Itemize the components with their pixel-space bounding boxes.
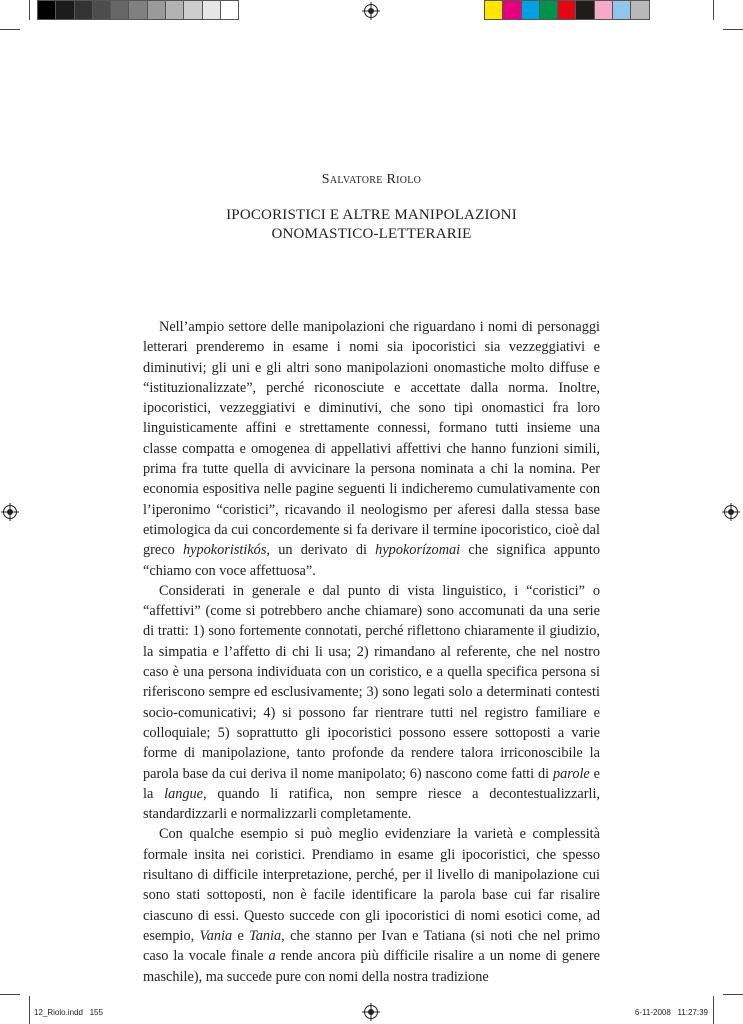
color-swatch-8: [612, 0, 631, 20]
gray-swatch-4: [92, 0, 111, 20]
title-line-2: ONOMASTICO-LETTERARIE: [271, 226, 472, 242]
color-swatch-9: [630, 0, 649, 20]
text-run: , che stanno per Ivan e Tatiana (si noti che nel primo caso la vocale finale: [143, 927, 600, 965]
title-line-1: IPOCORISTICI E ALTRE MANIPOLAZIONI: [226, 207, 517, 223]
color-swatch-5: [557, 0, 576, 20]
text-run: Considerati in generale e dal punto di vista linguistico, i “coristici” o “affettivi” (come si potrebbero anche chiamare) sono accomunati da una serie di tratti: 1) sono fortemente connotati, perché riflettono chiaramente il giudizio, la simpatia e l’affetto di chi li usa; 2) rimandano al referente, che nel nostro caso è una persona individuata con un coristico, e a quella specifica persona si riferiscono sempre ed esclusivamente; 3) sono legati solo a determinati contesti socio-comunicativi; 4) si possono far rientrare tutti nel registro familiare e colloquiale; 5) soprattutto gli ipocoristici possono essere sottoposti a varie forme di manipolazione, tanto profonde da rendere talora irriconoscibile la parola base da cui deriva il nome manipolato; 6) nascono come fatti di: [143, 582, 600, 782]
italic-term: a: [268, 948, 276, 965]
crop-mark-bottom-left: [29, 996, 30, 1024]
color-swatch-3: [521, 0, 540, 20]
text-run: rende ancora più difficile risalire a un nome di genere maschile), ma succede pure con nomi della nostra tradizione: [143, 948, 600, 985]
gray-swatch-7: [147, 0, 166, 20]
registration-mark-bottom-icon: [364, 1005, 378, 1019]
italic-term: langue: [164, 785, 204, 802]
paragraph: [143, 317, 600, 581]
registration-mark-left-icon: [3, 505, 17, 519]
slug-filename: 12_Riolo.indd 155: [34, 1008, 103, 1017]
article-body: [143, 317, 600, 987]
gray-swatch-1: [37, 0, 56, 20]
gray-swatch-11: [220, 0, 239, 20]
text-run: , un derivato di: [266, 542, 376, 559]
text-run: e: [232, 927, 250, 944]
gray-swatch-2: [55, 0, 74, 20]
color-swatch-7: [594, 0, 613, 20]
article-title: [0, 206, 743, 244]
italic-term: Tania: [249, 927, 282, 944]
gray-swatch-5: [110, 0, 129, 20]
paragraph: [143, 824, 600, 986]
text-run: , quando li ratifica, non sempre riesce a decontestualizzarli, standardizzarli e normalizzarli completamente.: [143, 785, 600, 823]
crop-mark-top-right-h: [723, 29, 743, 30]
author-name: Salvatore Riolo: [321, 172, 422, 187]
gray-swatch-3: [74, 0, 93, 20]
color-swatch-2: [502, 0, 521, 20]
gray-swatch-10: [202, 0, 221, 20]
color-swatch-1: [484, 0, 503, 20]
registration-mark-top-icon: [364, 4, 378, 18]
color-swatch-6: [575, 0, 594, 20]
italic-term: parole: [552, 765, 590, 782]
crop-mark-bottom-right-h: [723, 994, 743, 995]
italic-term: hypokoristikós: [183, 542, 267, 559]
italic-term: Vania: [199, 927, 233, 944]
process-color-bar: [484, 0, 649, 20]
text-run: Con qualche esempio si può meglio evidenziare la varietà e complessità formale insita nei coristici. Prendiamo in esame gli ipocoristici, che spesso risultano di difficile interpretazione, perché, per il livello di manipolazione cui sono stati sottoposti, non è facile identificare la parola base cui far risalire ciascuno di essi. Questo succede con gli ipocoristici di nomi esotici come, ad esempio,: [143, 826, 600, 944]
slug-timestamp: 6-11-2008 11:27:39: [634, 1008, 708, 1017]
paragraph: [143, 581, 600, 825]
crop-mark-top-left-h: [0, 29, 20, 30]
registration-mark-right-icon: [724, 505, 738, 519]
crop-mark-top-left: [29, 0, 30, 20]
crop-mark-bottom-right: [713, 996, 714, 1024]
text-run: e la: [143, 765, 600, 802]
grayscale-color-bar: [37, 0, 238, 20]
text-run: Nell’ampio settore delle manipolazioni che riguardano i nomi di personaggi letterari prenderemo in esame i nomi sia ipocoristici sia vezzeggiativi e diminutivi; gli uni e gli altri sono manipolazioni onomastiche molto diffuse e “istituzionalizzate”, perché riconosciute e accettate dalla norma. Inoltre, ipocoristici, vezzeggiativi e diminutivi, che sono tipi onomastici fra loro linguisticamente affini e strettamente connessi, formano tutti insieme una classe compatta e omogenea di appellativi affettivi che hanno funzioni simili, prima fra tutte quella di avvicinare la persona nominata a chi la nomina. Per economia espositiva nelle pagine seguenti li indicheremo cumulativamente con l’iperonimo “coristici”, ricavando il neologismo per aferesi dalla stessa base etimologica da cui concordemente si fa derivare il termine ipocoristico, cioè dal greco: [143, 319, 600, 559]
text-run: che significa appunto “chiamo con voce affettuosa”.: [143, 542, 600, 579]
color-swatch-4: [539, 0, 558, 20]
gray-swatch-9: [183, 0, 202, 20]
gray-swatch-6: [128, 0, 147, 20]
italic-term: hypokorízomai: [375, 542, 461, 559]
gray-swatch-8: [165, 0, 184, 20]
crop-mark-bottom-left-h: [0, 994, 20, 995]
crop-mark-top-right: [713, 0, 714, 20]
